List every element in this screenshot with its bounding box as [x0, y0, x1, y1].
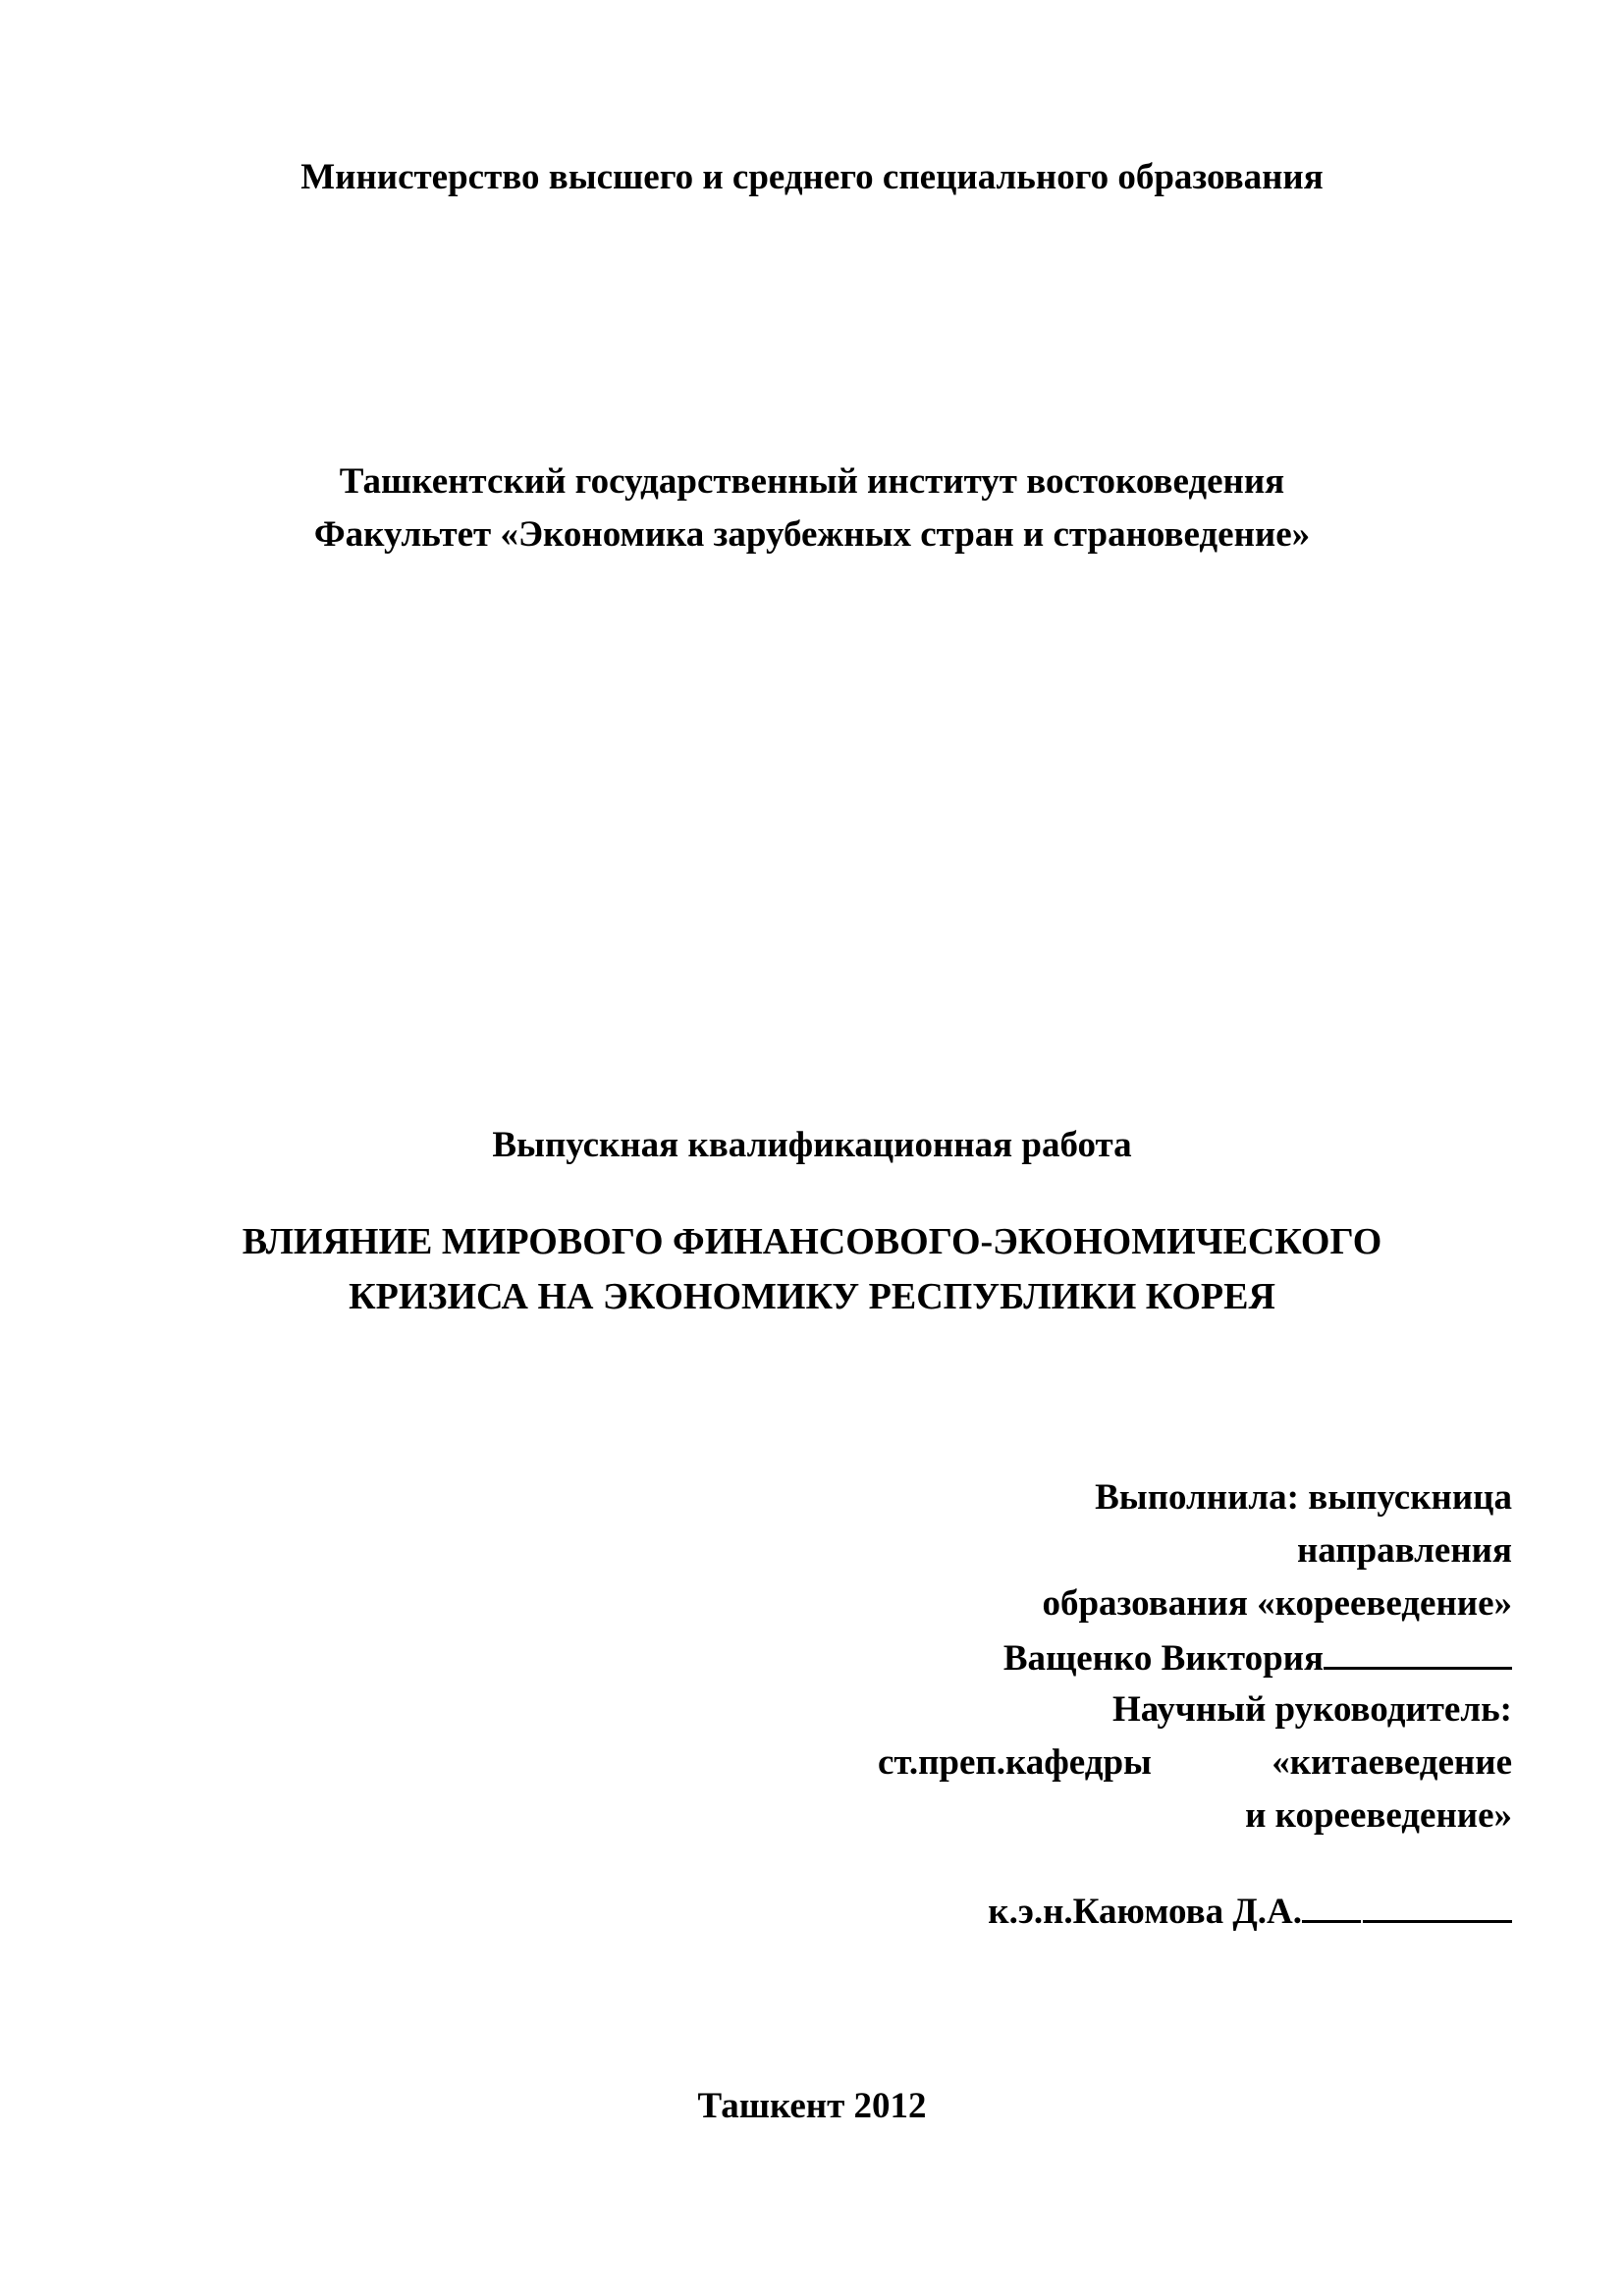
- supervisor-position-left: ст.преп.кафедры: [878, 1742, 1152, 1783]
- supervisor-position-right: «китаеведение: [1272, 1742, 1512, 1783]
- author-line-3: образования «корееведение»: [1042, 1583, 1512, 1624]
- thesis-title-line-2: КРИЗИСА НА ЭКОНОМИКУ РЕСПУБЛИКИ КОРЕЯ: [349, 1276, 1275, 1317]
- author-name-line: [1003, 1633, 1512, 1682]
- author-name: Ващенко Виктория: [1002, 1638, 1324, 1679]
- supervisor-signature-blank-1: [1302, 1887, 1361, 1923]
- supervisor-position-line-2: и корееведение»: [1245, 1795, 1512, 1836]
- author-signature-blank: [1324, 1633, 1512, 1670]
- supervisor-name-line: [988, 1887, 1512, 1936]
- supervisor-signature-blank-2: [1363, 1887, 1512, 1923]
- institute-heading: Ташкентский государственный институт востоковедения: [339, 461, 1285, 502]
- work-type: Выпускная квалификационная работа: [492, 1125, 1132, 1165]
- faculty-heading: Факультет «Экономика зарубежных стран и страноведение»: [313, 514, 1311, 555]
- ministry-heading: Министерство высшего и среднего специального образования: [300, 157, 1324, 197]
- author-line-2: направления: [1296, 1530, 1512, 1571]
- city-year: Ташкент 2012: [697, 2086, 927, 2126]
- author-line-1: Выполнила: выпускница: [1095, 1477, 1512, 1518]
- supervisor-name: к.э.н.Каюмова Д.А.: [988, 1892, 1302, 1932]
- thesis-title-line-1: ВЛИЯНИЕ МИРОВОГО ФИНАНСОВОГО-ЭКОНОМИЧЕСКОГО: [242, 1221, 1382, 1262]
- supervisor-label: Научный руководитель:: [1112, 1689, 1512, 1730]
- supervisor-position-line: [878, 1739, 1512, 1787]
